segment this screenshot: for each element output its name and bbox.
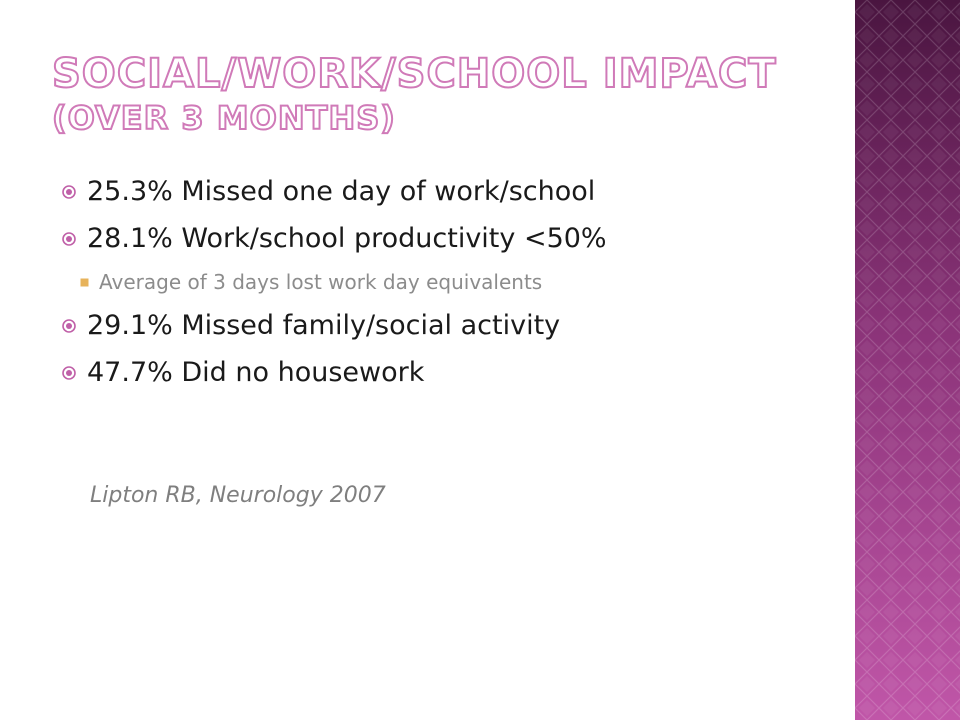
bullet-text: 25.3% Missed one day of work/school bbox=[87, 176, 596, 207]
title-subtitle: (OVER 3 MONTHS) bbox=[52, 99, 396, 137]
bullet-text: 28.1% Work/school productivity <50% bbox=[87, 223, 607, 254]
sub-bullet-item bbox=[62, 262, 842, 302]
bullet-text: 29.1% Missed family/social activity bbox=[87, 310, 561, 341]
bullet-item bbox=[62, 215, 842, 262]
square-bullet-icon bbox=[80, 278, 89, 287]
bullet-text: 47.7% Did no housework bbox=[87, 357, 425, 388]
bullet-item bbox=[62, 302, 842, 349]
bullet-item bbox=[62, 168, 842, 215]
citation: Lipton RB, Neurology 2007 bbox=[90, 483, 386, 508]
title-main: SOCIAL/WORK/SCHOOL IMPACT bbox=[52, 51, 777, 97]
circled-dot-bullet-icon bbox=[62, 319, 76, 333]
slide-title bbox=[52, 51, 842, 137]
decorative-side-panel bbox=[855, 0, 960, 720]
diamond-pattern-icon bbox=[855, 0, 960, 720]
circled-dot-bullet-icon bbox=[62, 185, 76, 199]
circled-dot-bullet-icon bbox=[62, 366, 76, 380]
bullet-list bbox=[62, 168, 842, 396]
sub-bullet-text: Average of 3 days lost work day equivalents bbox=[99, 270, 543, 294]
bullet-item bbox=[62, 349, 842, 396]
circled-dot-bullet-icon bbox=[62, 232, 76, 246]
